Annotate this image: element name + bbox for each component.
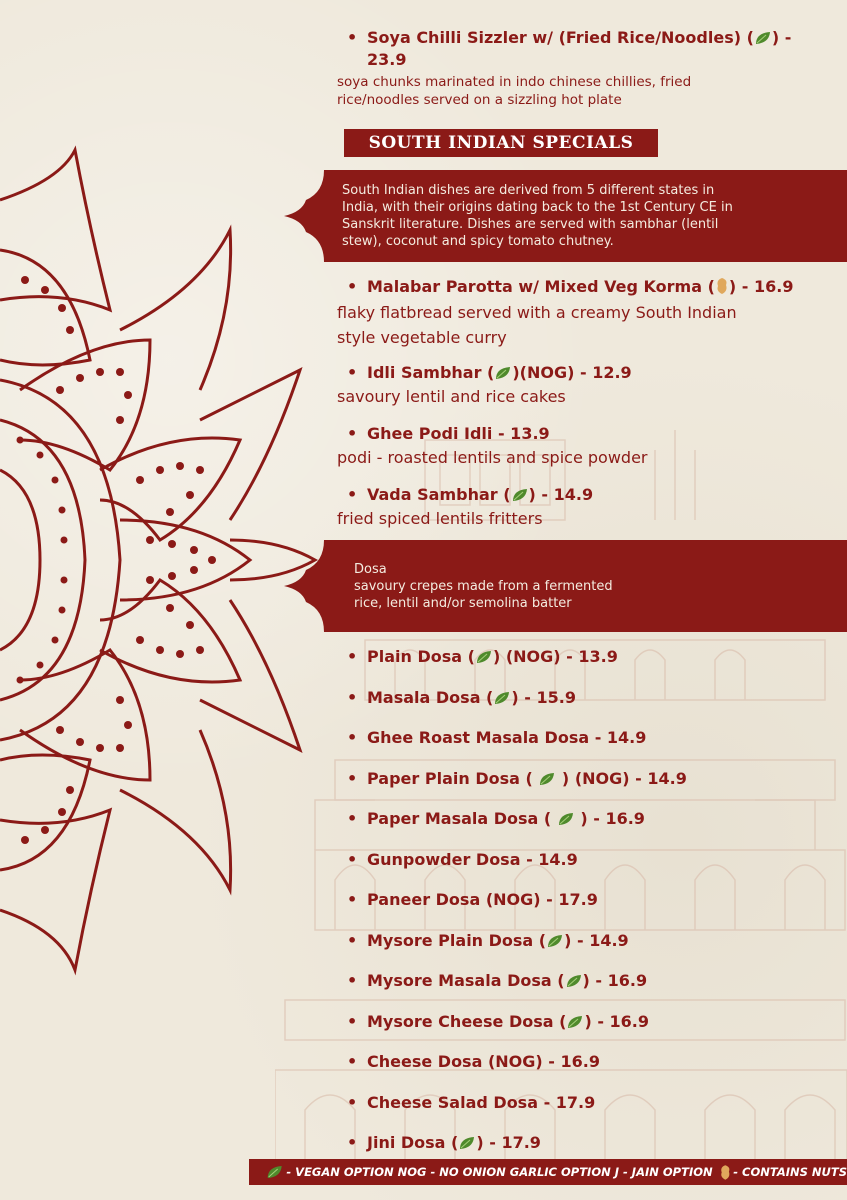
leaf-icon bbox=[565, 973, 583, 989]
leaf-icon bbox=[494, 365, 512, 381]
item-name: Soya Chilli Sizzler w/ (Fried Rice/Noodles) ( bbox=[367, 28, 754, 47]
section-title: SOUTH INDIAN SPECIALS bbox=[344, 129, 658, 157]
item-title: • Paper Plain Dosa ( ) (NOG) - 14.9 bbox=[345, 768, 827, 790]
legend-nuts: - CONTAINS NUTS bbox=[733, 1165, 847, 1179]
item-description: flaky flatbread served with a creamy South Indian style vegetable curry bbox=[337, 303, 737, 347]
item-title bbox=[345, 27, 827, 49]
list-item: • Ghee Podi Idli - 13.9 podi - roasted lentils and spice powder bbox=[345, 423, 827, 470]
item-price: 23.9 bbox=[367, 50, 407, 69]
leaf-icon bbox=[475, 649, 493, 665]
list-item bbox=[345, 849, 827, 871]
item-price-sep: ) - bbox=[771, 28, 792, 47]
leaf-icon bbox=[754, 30, 772, 46]
nut-icon bbox=[715, 277, 729, 295]
list-item bbox=[345, 970, 827, 992]
item-title: • Masala Dosa ( ) - 15.9 bbox=[345, 687, 827, 709]
leaf-icon bbox=[546, 933, 564, 949]
south-indian-intro-banner bbox=[284, 170, 847, 262]
nut-icon bbox=[719, 1164, 732, 1181]
item-title: • Gunpowder Dosa - 14.9 bbox=[345, 849, 827, 871]
legend-vegan: - VEGAN OPTION bbox=[286, 1165, 394, 1179]
list-item bbox=[345, 687, 827, 709]
item-title: • Cheese Dosa (NOG) - 16.9 bbox=[345, 1051, 827, 1073]
item-description: savoury lentil and rice cakes bbox=[337, 387, 566, 406]
item-title: • Mysore Plain Dosa ( ) - 14.9 bbox=[345, 930, 827, 952]
list-item bbox=[345, 768, 827, 790]
list-item bbox=[345, 930, 827, 952]
list-item bbox=[345, 1132, 827, 1154]
list-item bbox=[345, 727, 827, 749]
leaf-icon bbox=[511, 487, 529, 503]
leaf-icon bbox=[265, 1164, 284, 1180]
mandala-decoration bbox=[0, 140, 320, 980]
item-title: • Ghee Roast Masala Dosa - 14.9 bbox=[345, 727, 827, 749]
soya-chilli-sizzler-item bbox=[337, 27, 827, 109]
leaf-icon bbox=[557, 811, 575, 827]
list-item bbox=[345, 1092, 827, 1114]
banner-text: South Indian dishes are derived from 5 different states in India, with their origins dating back to the 1st Century CE in Sanskrit literature. Dishes are served with sambhar (lentil stew), coconut and spicy tomato chutney. bbox=[342, 183, 733, 249]
item-title: • Mysore Masala Dosa ( ) - 16.9 bbox=[345, 970, 827, 992]
leaf-icon bbox=[566, 1014, 584, 1030]
legend-footer bbox=[249, 1159, 847, 1185]
item-title: • Plain Dosa ( ) (NOG) - 13.9 bbox=[345, 646, 827, 668]
item-description: podi - roasted lentils and spice powder bbox=[337, 448, 648, 467]
item-title: • Jini Dosa ( ) - 17.9 bbox=[345, 1132, 827, 1154]
item-description: soya chunks marinated in indo chinese chillies, fried rice/noodles served on a sizzling hot plate bbox=[337, 74, 692, 108]
list-item bbox=[345, 808, 827, 830]
item-title: • Mysore Cheese Dosa ( ) - 16.9 bbox=[345, 1011, 827, 1033]
item-description: fried spiced lentils fritters bbox=[337, 509, 543, 528]
item-title: • Paper Masala Dosa ( ) - 16.9 bbox=[345, 808, 827, 830]
legend-nog: NOG - NO ONION GARLIC OPTION bbox=[397, 1165, 611, 1179]
item-title: • Paneer Dosa (NOG) - 17.9 bbox=[345, 889, 827, 911]
dosa-intro-banner bbox=[284, 540, 847, 632]
item-title: • Cheese Salad Dosa - 17.9 bbox=[345, 1092, 827, 1114]
list-item bbox=[345, 646, 827, 668]
leaf-icon bbox=[538, 771, 556, 787]
list-item bbox=[345, 1011, 827, 1033]
list-item: • Vada Sambhar ( ) - 14.9 fried spiced lentils fritters bbox=[345, 484, 827, 531]
list-item bbox=[345, 1051, 827, 1073]
list-item bbox=[345, 889, 827, 911]
list-item: • Malabar Parotta w/ Mixed Veg Korma ( ) - 16.9 flaky flatbread served with a creamy South Indian style vegetable curry bbox=[345, 276, 827, 350]
leaf-icon bbox=[493, 690, 511, 706]
list-item: • Idli Sambhar ( )(NOG) - 12.9 savoury lentil and rice cakes bbox=[345, 362, 827, 409]
legend-jain: J - JAIN OPTION bbox=[614, 1165, 713, 1179]
leaf-icon bbox=[458, 1135, 476, 1151]
banner-text: Dosa savoury crepes made from a fermented rice, lentil and/or semolina batter bbox=[354, 562, 613, 611]
